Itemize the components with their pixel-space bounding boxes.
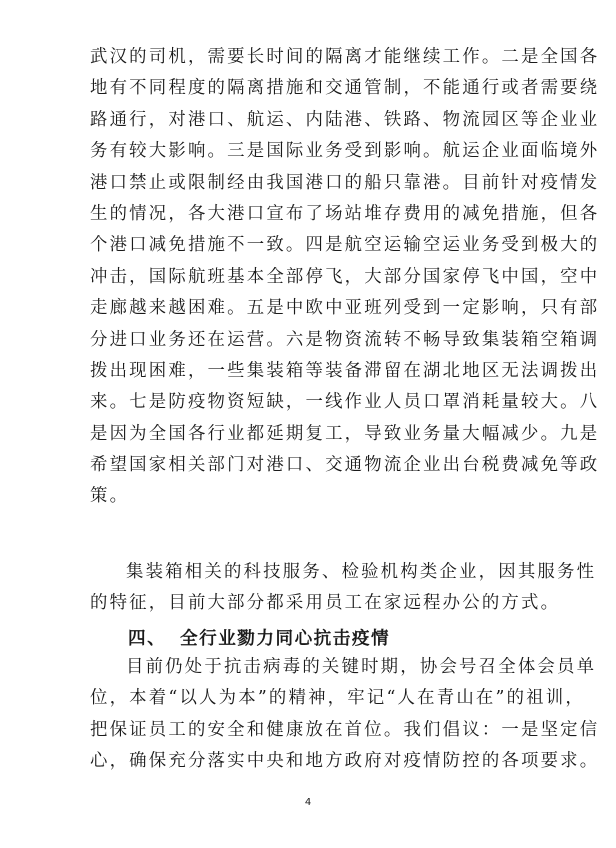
text-line: 目前仍处于抗击病毒的关键时期，协会号召全体会员单 [126,657,597,677]
text-line: 生的情况，各大港口宣布了场站堆存费用的减免措施，但各 [90,203,600,224]
text-line: 务有较大影响。三是国际业务受到影响。航运企业面临境外 [90,141,600,162]
text-line: 把保证员工的安全和健康放在首位。我们倡议：一是坚定信 [90,719,600,740]
paragraph-appeal [90,652,600,778]
text-line: 港口禁止或限制经由我国港口的船只靠港。目前针对疫情发 [90,172,600,193]
text-line: 的特征，目前大部分都采用员工在家远程办公的方式。 [90,593,561,614]
text-line: 路通行，对港口、航运、内陆港、铁路、物流园区等企业业 [90,109,600,130]
text-line: 个港口减免措施不一致。四是航空运输空运业务受到极大的 [90,235,600,256]
page-number: 4 [304,797,312,808]
text-line: 冲击，国际航班基本全部停飞，大部分国家停飞中国，空中 [90,266,600,287]
text-line: 希望国家相关部门对港口、交通物流企业出台税费减免等政 [90,455,600,476]
text-line: 拨出现困难，一些集装箱等装备滞留在湖北地区无法调拨出 [90,360,600,381]
text-line: 走廊越来越困难。五是中欧中亚班列受到一定影响，只有部 [90,298,600,319]
text-line: 来。七是防疫物资短缺，一线作业人员口罩消耗量较大。八 [90,392,600,413]
text-line: 地有不同程度的隔离措施和交通管制，不能通行或者需要绕 [90,78,600,99]
paragraph-services [90,557,597,620]
text-line: 集装箱相关的科技服务、检验机构类企业，因其服务性 [126,562,597,582]
text-line: 武汉的司机，需要长时间的隔离才能继续工作。二是全国各 [90,47,600,67]
text-line: 位，本着“以人为本”的精神，牢记“人在青山在”的祖训， [90,688,585,709]
text-line: 策。 [90,486,130,507]
section-title: 全行业勠力同心抗击疫情 [180,629,391,649]
text-line: 分进口业务还在运营。六是物资流转不畅导致集装箱空箱调 [90,329,600,350]
paragraph-impact [90,42,600,513]
section-number: 四、 [128,629,167,649]
text-line: 心，确保充分落实中央和地方政府对疫情防控的各项要求。 [90,751,600,772]
section-heading [128,625,390,650]
text-line: 是因为全国各行业都延期复工，导致业务量大幅减少。九是 [90,423,600,444]
